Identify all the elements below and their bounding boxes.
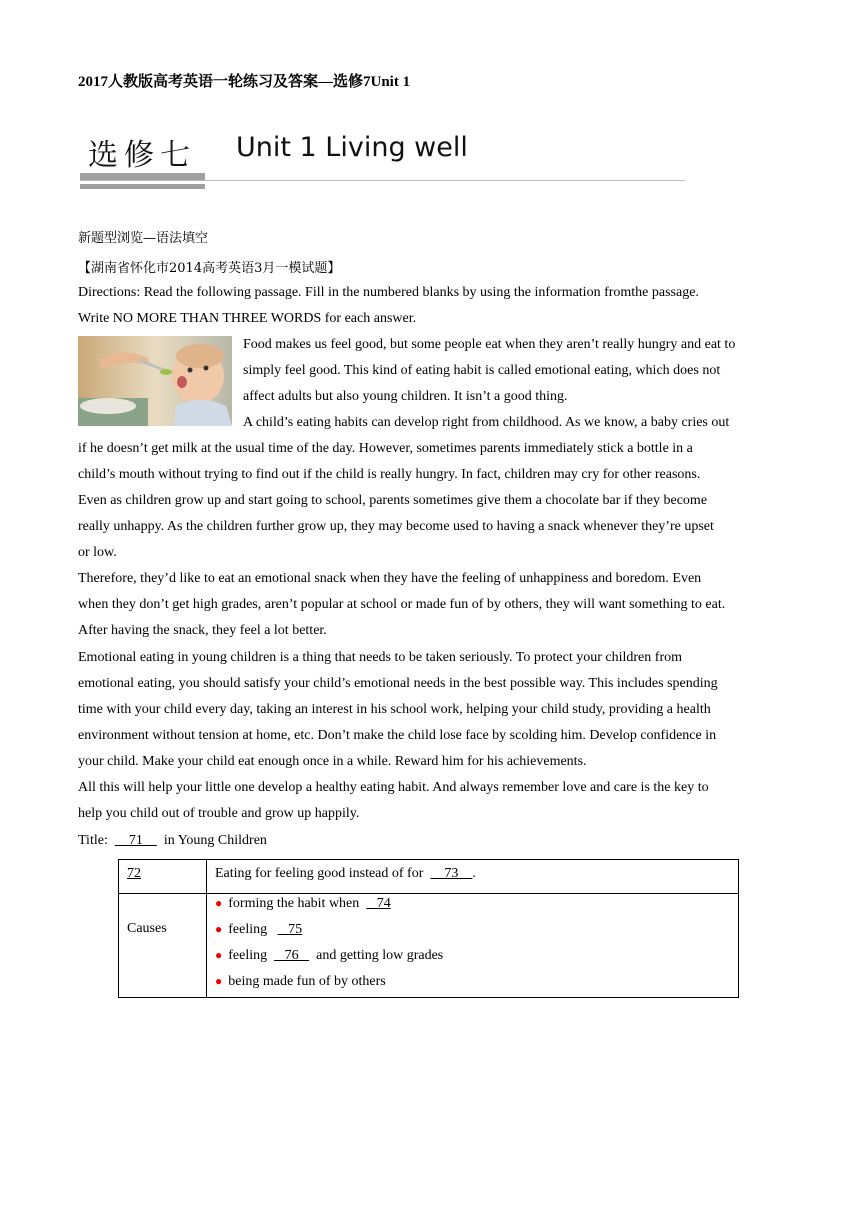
bullet-icon: ● [215, 896, 223, 910]
blank-72[interactable]: 72 [127, 866, 141, 881]
section-label: 新题型浏览—语法填空 [78, 231, 209, 246]
passage-line: After having the snack, they feel a lot better. [78, 623, 327, 638]
blank-71[interactable]: 71 [128, 833, 143, 848]
passage-line: time with your child every day, taking an interest in his school work, helping your child study, providing a health [78, 702, 711, 717]
banner-divider [80, 180, 685, 181]
cause-item: ● forming the habit when 74 [215, 896, 391, 911]
passage-line: emotional eating, you should satisfy your child’s emotional needs in the best possible way. This includes spending [78, 676, 718, 691]
title-prefix: Title: [78, 833, 108, 848]
passage-line: environment without tension at home, etc. Don’t make the child lose face by scolding him. Develop confidence in [78, 728, 717, 743]
bullet-icon: ● [215, 922, 223, 936]
passage-line: Emotional eating in young children is a thing that needs to be taken seriously. To protect your children from [78, 650, 682, 665]
baby-feeding-photo [78, 336, 232, 426]
blank-76[interactable]: 76 [284, 948, 299, 963]
table-divider [119, 893, 738, 894]
passage-line: Even as children grow up and start going to school, parents sometimes give them a chocolate bar if they become [78, 493, 708, 508]
passage-line: simply feel good. This kind of eating habit is called emotional eating, which does not [243, 363, 721, 378]
passage-line: Food makes us feel good, but some people eat when they aren’t really hungry and eat to [243, 337, 736, 352]
causes-label: Causes [127, 921, 167, 936]
bullet-icon: ● [215, 948, 223, 962]
passage-line: Therefore, they’d like to eat an emotional snack when they have the feeling of unhappiness and boredom. Even [78, 571, 702, 586]
summary-table [118, 859, 739, 998]
passage-line: affect adults but also young children. It isn’t a good thing. [243, 389, 568, 404]
cause-item: ● feeling 76 and getting low grades [215, 948, 444, 963]
passage-line: or low. [78, 545, 117, 560]
passage-line: A child’s eating habits can develop right from childhood. As we know, a baby cries out [243, 415, 730, 430]
unit-banner [80, 128, 690, 192]
document-title: 2017人教版高考英语一轮练习及答案—选修7Unit 1 [78, 74, 411, 90]
directions-line: Write NO MORE THAN THREE WORDS for each answer. [78, 311, 417, 326]
title-line [78, 833, 267, 849]
passage-line: help you child out of trouble and grow up happily. [78, 806, 360, 821]
blank-75[interactable]: 75 [288, 922, 303, 937]
passage-line: All this will help your little one develop a healthy eating habit. And always remember love and care is the key to [78, 780, 709, 795]
blank-74[interactable]: 74 [376, 896, 391, 911]
banner-decor-bar [80, 184, 205, 189]
passage-line: when they don’t get high grades, aren’t popular at school or made fun of by others, they will want something to eat. [78, 597, 726, 612]
blank-73[interactable]: 73 [444, 866, 459, 881]
cause-item: ● being made fun of by others [215, 974, 386, 989]
directions-line: Directions: Read the following passage. Fill in the numbered blanks by using the information fromthe passage. [78, 285, 699, 300]
table-row-1-text: Eating for feeling good instead of for 73 . [215, 866, 476, 881]
banner-english-title: Unit 1 Living well [236, 132, 468, 163]
passage-line: your child. Make your child eat enough once in a while. Reward him for his achievements. [78, 754, 587, 769]
title-suffix: in Young Children [163, 833, 267, 848]
table-divider [206, 860, 207, 997]
passage-line: really unhappy. As the children further grow up, they may become used to having a snack whenever they’re upset [78, 519, 714, 534]
banner-chinese-title: 选修七 [88, 138, 196, 173]
bullet-icon: ● [215, 974, 223, 988]
cause-item: ● feeling 75 [215, 922, 303, 937]
passage-line: if he doesn’t get milk at the usual time of the day. However, sometimes parents immediately stick a bottle in a [78, 441, 693, 456]
passage-line: child’s mouth without trying to find out if the child is really hungry. In fact, children may cry for other reasons. [78, 467, 701, 482]
source-label: 【湖南省怀化市2014高考英语3月一模试题】 [78, 261, 341, 276]
